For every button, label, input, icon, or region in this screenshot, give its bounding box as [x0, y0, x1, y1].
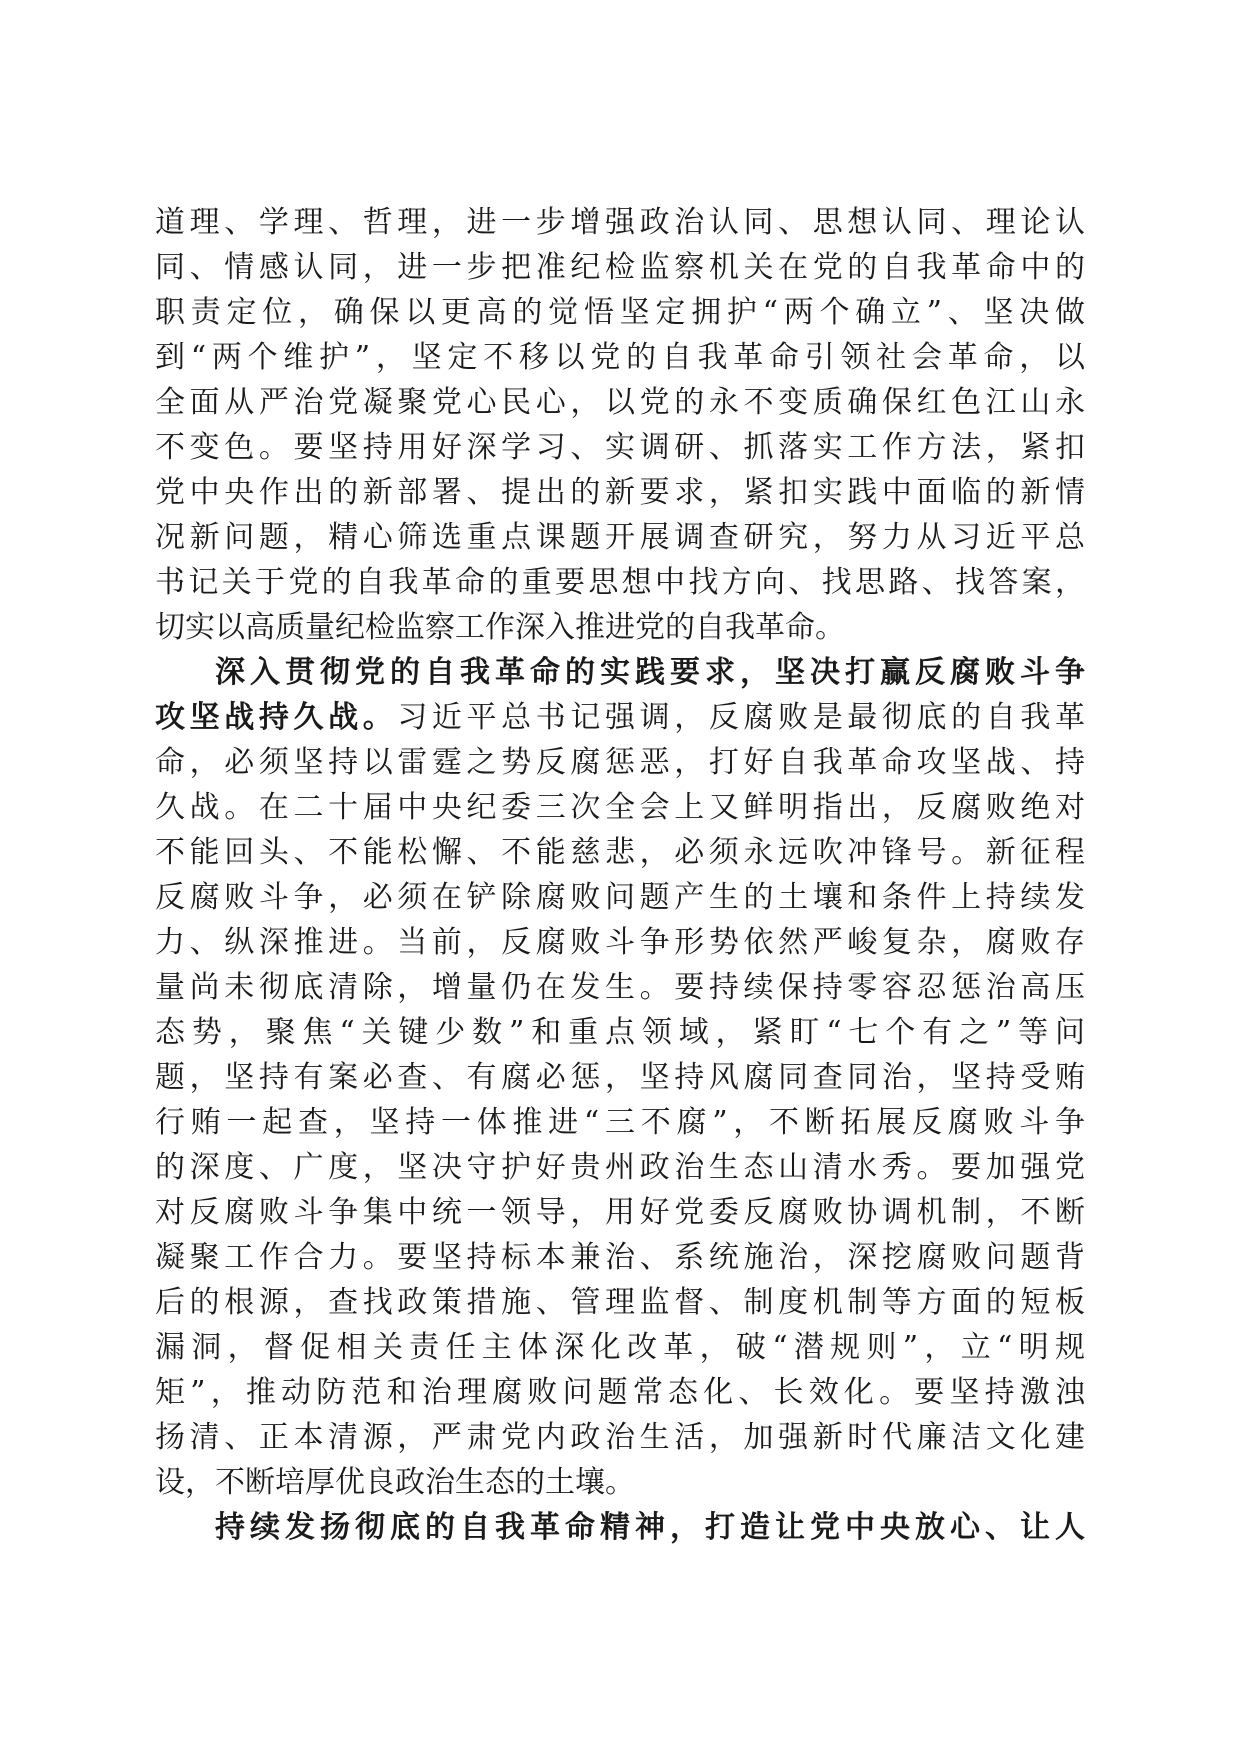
text-line	[155, 1505, 1085, 1550]
text-line: 全面从严治党凝聚党心民心，以党的永不变质确保红色江山永	[155, 385, 1085, 420]
text-line: 久战。在二十届中央纪委三次全会上又鲜明指出，反腐败绝对	[155, 790, 1085, 825]
text-line: 职责定位，确保以更高的觉悟坚定拥护“两个确立”、坚决做	[155, 295, 1085, 330]
text-line: 不能回头、不能松懈、不能慈悲，必须永远吹冲锋号。新征程	[155, 835, 1085, 870]
text-line: 漏洞，督促相关责任主体深化改革，破“潜规则”，立“明规	[155, 1330, 1085, 1365]
text-line: 凝聚工作合力。要坚持标本兼治、系统施治，深挖腐败问题背	[155, 1240, 1085, 1275]
text-line: 况新问题，精心筛选重点课题开展调查研究，努力从习近平总	[155, 520, 1085, 555]
text-line: 道理、学理、哲理，进一步增强政治认同、思想认同、理论认	[155, 205, 1085, 240]
text-line: 扬清、正本清源，严肃党内政治生活，加强新时代廉洁文化建	[155, 1420, 1085, 1455]
paragraph-3	[155, 1505, 1085, 1550]
text-line: 态势，聚焦“关键少数”和重点领域，紧盯“七个有之”等问	[155, 1015, 1085, 1050]
text-line: 对反腐败斗争集中统一领导，用好党委反腐败协调机制，不断	[155, 1195, 1085, 1230]
text-line: 书记关于党的自我革命的重要思想中找方向、找思路、找答案，	[155, 565, 1085, 600]
text-line: 设，不断培厚优良政治生态的土壤。	[155, 1465, 635, 1500]
text-line	[155, 695, 1085, 740]
text-line: 力、纵深推进。当前，反腐败斗争形势依然严峻复杂，腐败存	[155, 925, 1085, 960]
section-heading: 深入贯彻党的自我革命的实践要求，坚决打赢反腐败斗争	[215, 655, 1085, 690]
text-line: 的深度、广度，坚决守护好贵州政治生态山清水秀。要加强党	[155, 1150, 1085, 1185]
text-line: 命，必须坚持以雷霆之势反腐惩恶，打好自我革命攻坚战、持	[155, 745, 1085, 780]
section-heading-continued: 攻坚战持久战。	[155, 700, 398, 735]
text-line	[155, 650, 1085, 695]
text-line: 题，坚持有案必查、有腐必惩，坚持风腐同查同治，坚持受贿	[155, 1060, 1085, 1095]
text-line: 行贿一起查，坚持一体推进“三不腐”，不断拓展反腐败斗争	[155, 1105, 1085, 1140]
paragraph-1	[155, 200, 1085, 650]
paragraph-text: 习近平总书记强调，反腐败是最彻底的自我革	[397, 700, 1086, 735]
text-line: 矩”，推动防范和治理腐败问题常态化、长效化。要坚持激浊	[155, 1375, 1085, 1410]
text-line: 反腐败斗争，必须在铲除腐败问题产生的土壤和条件上持续发	[155, 880, 1085, 915]
document-body	[155, 200, 1085, 1550]
text-line: 后的根源，查找政策措施、管理监督、制度机制等方面的短板	[155, 1285, 1085, 1320]
text-line: 到“两个维护”，坚定不移以党的自我革命引领社会革命，以	[155, 340, 1085, 375]
text-line: 同、情感认同，进一步把准纪检监察机关在党的自我革命中的	[155, 250, 1085, 285]
paragraph-2	[155, 650, 1085, 1505]
text-line: 不变色。要坚持用好深学习、实调研、抓落实工作方法，紧扣	[155, 430, 1085, 465]
text-line: 切实以高质量纪检监察工作深入推进党的自我革命。	[155, 610, 845, 645]
text-line: 党中央作出的新部署、提出的新要求，紧扣实践中面临的新情	[155, 475, 1085, 510]
section-heading: 持续发扬彻底的自我革命精神，打造让党中央放心、让人	[215, 1510, 1085, 1545]
text-line: 量尚未彻底清除，增量仍在发生。要持续保持零容忍惩治高压	[155, 970, 1085, 1005]
